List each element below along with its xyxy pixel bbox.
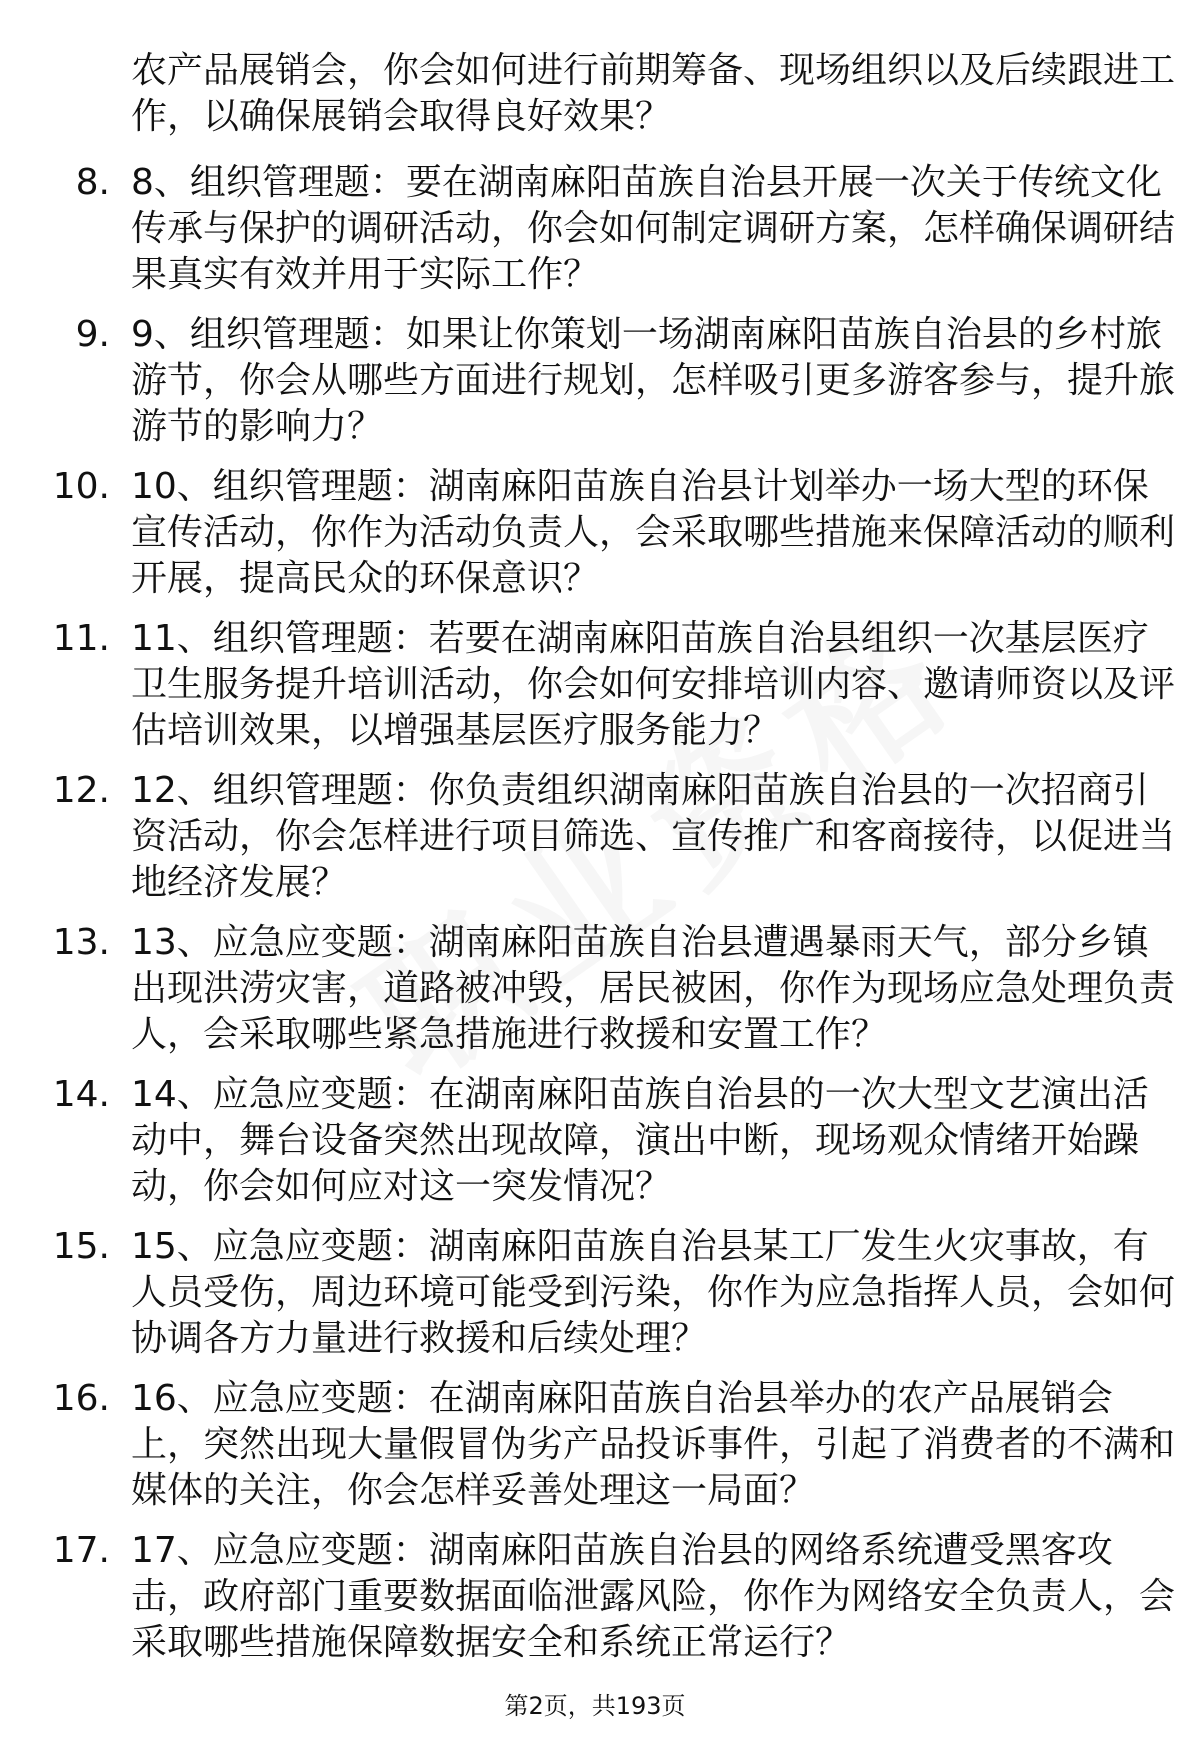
question-number: 8. <box>75 162 110 203</box>
question-text: 12、组织管理题：你负责组织湖南麻阳苗族自治县的一次招商引资活动，你会怎样进行项目筛选、宣传推广和客商接待，以促进当地经济发展？ <box>131 770 1176 903</box>
question-text: 16、应急应变题：在湖南麻阳苗族自治县举办的农产品展销会上，突然出现大量假冒伪劣产品投诉事件，引起了消费者的不满和媒体的关注，你会怎样妥善处理这一局面？ <box>131 1378 1176 1511</box>
question-text: 17、应急应变题：湖南麻阳苗族自治县的网络系统遭受黑客攻击，政府部门重要数据面临泄露风险，你作为网络安全负责人，会采取哪些措施保障数据安全和系统正常运行？ <box>131 1530 1176 1663</box>
question-item <box>0 1224 1190 1376</box>
question-number: 16. <box>52 1378 110 1419</box>
question-item <box>0 768 1190 920</box>
question-item <box>0 464 1190 616</box>
question-item <box>0 1072 1190 1224</box>
question-number: 9. <box>75 314 110 355</box>
question-number: 11. <box>52 618 110 659</box>
question-number: 13. <box>52 922 110 963</box>
question-text: 14、应急应变题：在湖南麻阳苗族自治县的一次大型文艺演出活动中，舞台设备突然出现故障，演出中断，现场观众情绪开始躁动，你会如何应对这一突发情况？ <box>131 1074 1149 1207</box>
question-number: 10. <box>52 466 110 507</box>
question-text: 15、应急应变题：湖南麻阳苗族自治县某工厂发生火灾事故，有人员受伤，周边环境可能受到污染，你作为应急指挥人员，会如何协调各方力量进行救援和后续处理？ <box>131 1226 1176 1359</box>
question-item <box>0 920 1190 1072</box>
question-number: 17. <box>52 1530 110 1571</box>
question-text: 11、组织管理题：若要在湖南麻阳苗族自治县组织一次基层医疗卫生服务提升培训活动，你会如何安排培训内容、邀请师资以及评估培训效果，以增强基层医疗服务能力？ <box>131 618 1176 751</box>
question-number: 14. <box>52 1074 110 1115</box>
question-item <box>0 1528 1190 1680</box>
question-list <box>0 160 1190 1680</box>
question-number: 15. <box>52 1226 110 1267</box>
question-item <box>0 616 1190 768</box>
question-text: 10、组织管理题：湖南麻阳苗族自治县计划举办一场大型的环保宣传活动，你作为活动负责人，会采取哪些措施来保障活动的顺利开展，提高民众的环保意识？ <box>131 466 1176 599</box>
question-item <box>0 160 1190 312</box>
question-item <box>0 1376 1190 1528</box>
question-text: 13、应急应变题：湖南麻阳苗族自治县遭遇暴雨天气，部分乡镇出现洪涝灾害，道路被冲毁，居民被困，你作为现场应急处理负责人，会采取哪些紧急措施进行救援和安置工作？ <box>131 922 1176 1055</box>
question-item <box>0 312 1190 464</box>
continuation-text: 农产品展销会，你会如何进行前期筹备、现场组织以及后续跟进工作，以确保展销会取得良好效果？ <box>131 50 1176 137</box>
question-text: 9、组织管理题：如果让你策划一场湖南麻阳苗族自治县的乡村旅游节，你会从哪些方面进行规划，怎样吸引更多游客参与，提升旅游节的影响力？ <box>131 314 1176 447</box>
question-number: 12. <box>52 770 110 811</box>
page-footer: 第2页，共193页 <box>504 1692 686 1720</box>
question-text: 8、组织管理题：要在湖南麻阳苗族自治县开展一次关于传统文化传承与保护的调研活动，你会如何制定调研方案，怎样确保调研结果真实有效并用于实际工作？ <box>131 162 1176 295</box>
